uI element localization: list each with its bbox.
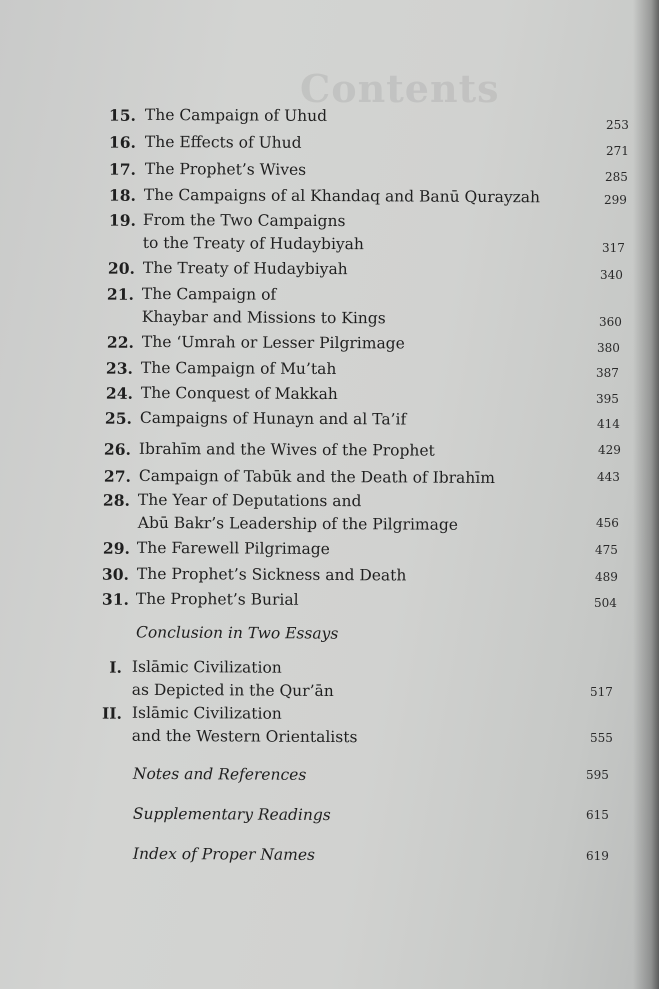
toc-entry-title-line: The Effects of Uhud: [144, 132, 302, 152]
toc-page-number: 317: [602, 241, 625, 255]
toc-entry-number: 21.: [106, 284, 134, 304]
toc-entry-title: [137, 563, 407, 588]
toc-entry-number: 27.: [103, 466, 131, 486]
toc-page-number: 253: [606, 118, 629, 132]
toc-entry-title: [145, 104, 327, 128]
toc-entry-number: 22.: [106, 332, 134, 352]
toc-page-number: 615: [586, 808, 609, 822]
toc-page-number: 360: [599, 315, 622, 329]
conclusion-heading: Conclusion in Two Essays: [135, 623, 339, 643]
toc-page-number: 595: [586, 768, 609, 782]
toc-entry-title-line: From the Two Campaigns: [142, 210, 346, 231]
toc-page-number: 414: [597, 417, 620, 431]
toc-entry-title-line: Campaigns of Hunayn and al Ta’if: [139, 408, 407, 429]
toc-page-number: 271: [606, 144, 629, 158]
toc-entry-title-line: Islāmic Civilization: [131, 703, 282, 723]
toc-entry-title-line: Notes and References: [132, 764, 307, 784]
toc-page-number: 456: [596, 516, 619, 530]
toc-entry-number: 23.: [105, 358, 133, 378]
toc-entry-title-line: The Campaigns of al Khandaq and Banū Qurayzah: [143, 185, 541, 207]
toc-entry-number: 18.: [108, 185, 136, 205]
toc-entry-title-line: The Farewell Pilgrimage: [136, 538, 330, 559]
toc-entry-number: II.: [101, 703, 122, 723]
toc-entry-number: I.: [109, 657, 122, 677]
toc-page-number: 555: [590, 731, 613, 745]
toc-entry-title: [139, 465, 495, 490]
toc-entry-title: [141, 357, 337, 381]
toc-entry-title-line: The Prophet’s Burial: [135, 589, 299, 609]
toc-page-number: 489: [595, 570, 618, 584]
page-edge-shadow: [633, 0, 659, 989]
toc-entry-number: 24.: [105, 383, 133, 403]
toc-page-number: 504: [594, 596, 617, 610]
toc-entry-title-line: The Treaty of Hudaybiyah: [142, 258, 348, 279]
toc-entry-title-line: The ‘Umrah or Lesser Pilgrimage: [141, 332, 405, 353]
toc-entry-title-line: Abū Bakr’s Leadership of the Pilgrimage: [137, 513, 459, 534]
toc-entry-title-line: as Depicted in the Qur’ān: [131, 680, 334, 701]
toc-entry-title: [138, 489, 458, 537]
toc-entry-title: [143, 257, 348, 281]
toc-entry-title: [133, 803, 331, 827]
toc-entry-number: 16.: [108, 132, 136, 152]
toc-page-number: 285: [605, 170, 628, 184]
toc-entry-title-line: Index of Proper Names: [132, 844, 316, 864]
toc-entry-title: [144, 184, 540, 209]
toc-entry-title: [145, 158, 306, 182]
toc-entry-number: 30.: [101, 564, 129, 584]
toc-entry-title: [142, 331, 405, 356]
toc-entry-title: [137, 537, 330, 561]
toc-entry-title: [133, 843, 315, 867]
toc-entry-title: [132, 656, 334, 703]
toc-entry-title-line: The Prophet’s Sickness and Death: [136, 564, 407, 585]
toc-entry-title-line: The Conquest of Makkah: [140, 383, 338, 404]
toc-entry-title-line: Islāmic Civilization: [131, 657, 282, 677]
toc-page-number: 517: [590, 685, 613, 699]
toc-entry-title-line: The Year of Deputations and: [137, 490, 362, 511]
toc-entry-title-line: Campaign of Tabūk and the Death of Ibrahīm: [138, 466, 496, 488]
toc-entry-title: [139, 438, 435, 463]
toc-entry-title: [142, 283, 386, 330]
toc-entry-title: [145, 131, 302, 155]
toc-entry-number: 20.: [107, 258, 135, 278]
bleed-through-heading: Contents: [300, 66, 500, 111]
toc-entry-title-line: and the Western Orientalists: [131, 726, 358, 747]
toc-entry-title-line: The Prophet’s Wives: [144, 159, 307, 179]
toc-page-number: 429: [598, 443, 621, 457]
toc-entry-title-line: The Campaign of Mu’tah: [140, 358, 337, 379]
toc-entry-title: [141, 382, 338, 406]
toc-entry-title-line: The Campaign of Uhud: [144, 105, 328, 125]
toc-page-number: 443: [597, 470, 620, 484]
toc-page-number: 380: [597, 341, 620, 355]
toc-entry-title: [140, 407, 406, 432]
toc-page-number: 475: [595, 543, 618, 557]
toc-entry-title-line: to the Treaty of Hudaybiyah: [142, 233, 364, 254]
toc-page-number: 299: [604, 193, 627, 207]
toc-entry-number: 17.: [108, 159, 136, 179]
toc-entry-title-line: Supplementary Readings: [132, 804, 331, 825]
toc-page-number: 619: [586, 849, 609, 863]
toc-entry-title: [133, 763, 307, 787]
toc-entry-title-line: Khaybar and Missions to Kings: [141, 307, 386, 328]
toc-page-number: 340: [600, 268, 623, 282]
toc-entry-number: 15.: [108, 105, 136, 125]
toc-entry-title: [143, 209, 364, 256]
toc-entry-title: [136, 588, 299, 612]
toc-entry-title: [132, 702, 358, 749]
toc-entry-number: 29.: [102, 538, 130, 558]
toc-entry-number: 31.: [101, 589, 129, 609]
toc-entry-title-line: Ibrahīm and the Wives of the Prophet: [138, 439, 435, 460]
toc-entry-number: 19.: [108, 210, 136, 230]
toc-page-number: 395: [596, 392, 619, 406]
toc-entry-number: 28.: [102, 490, 130, 510]
toc-entry-number: 26.: [103, 439, 131, 459]
toc-page-number: 387: [596, 366, 619, 380]
toc-entry-title-line: The Campaign of: [141, 284, 277, 304]
toc-entry-number: 25.: [104, 408, 132, 428]
